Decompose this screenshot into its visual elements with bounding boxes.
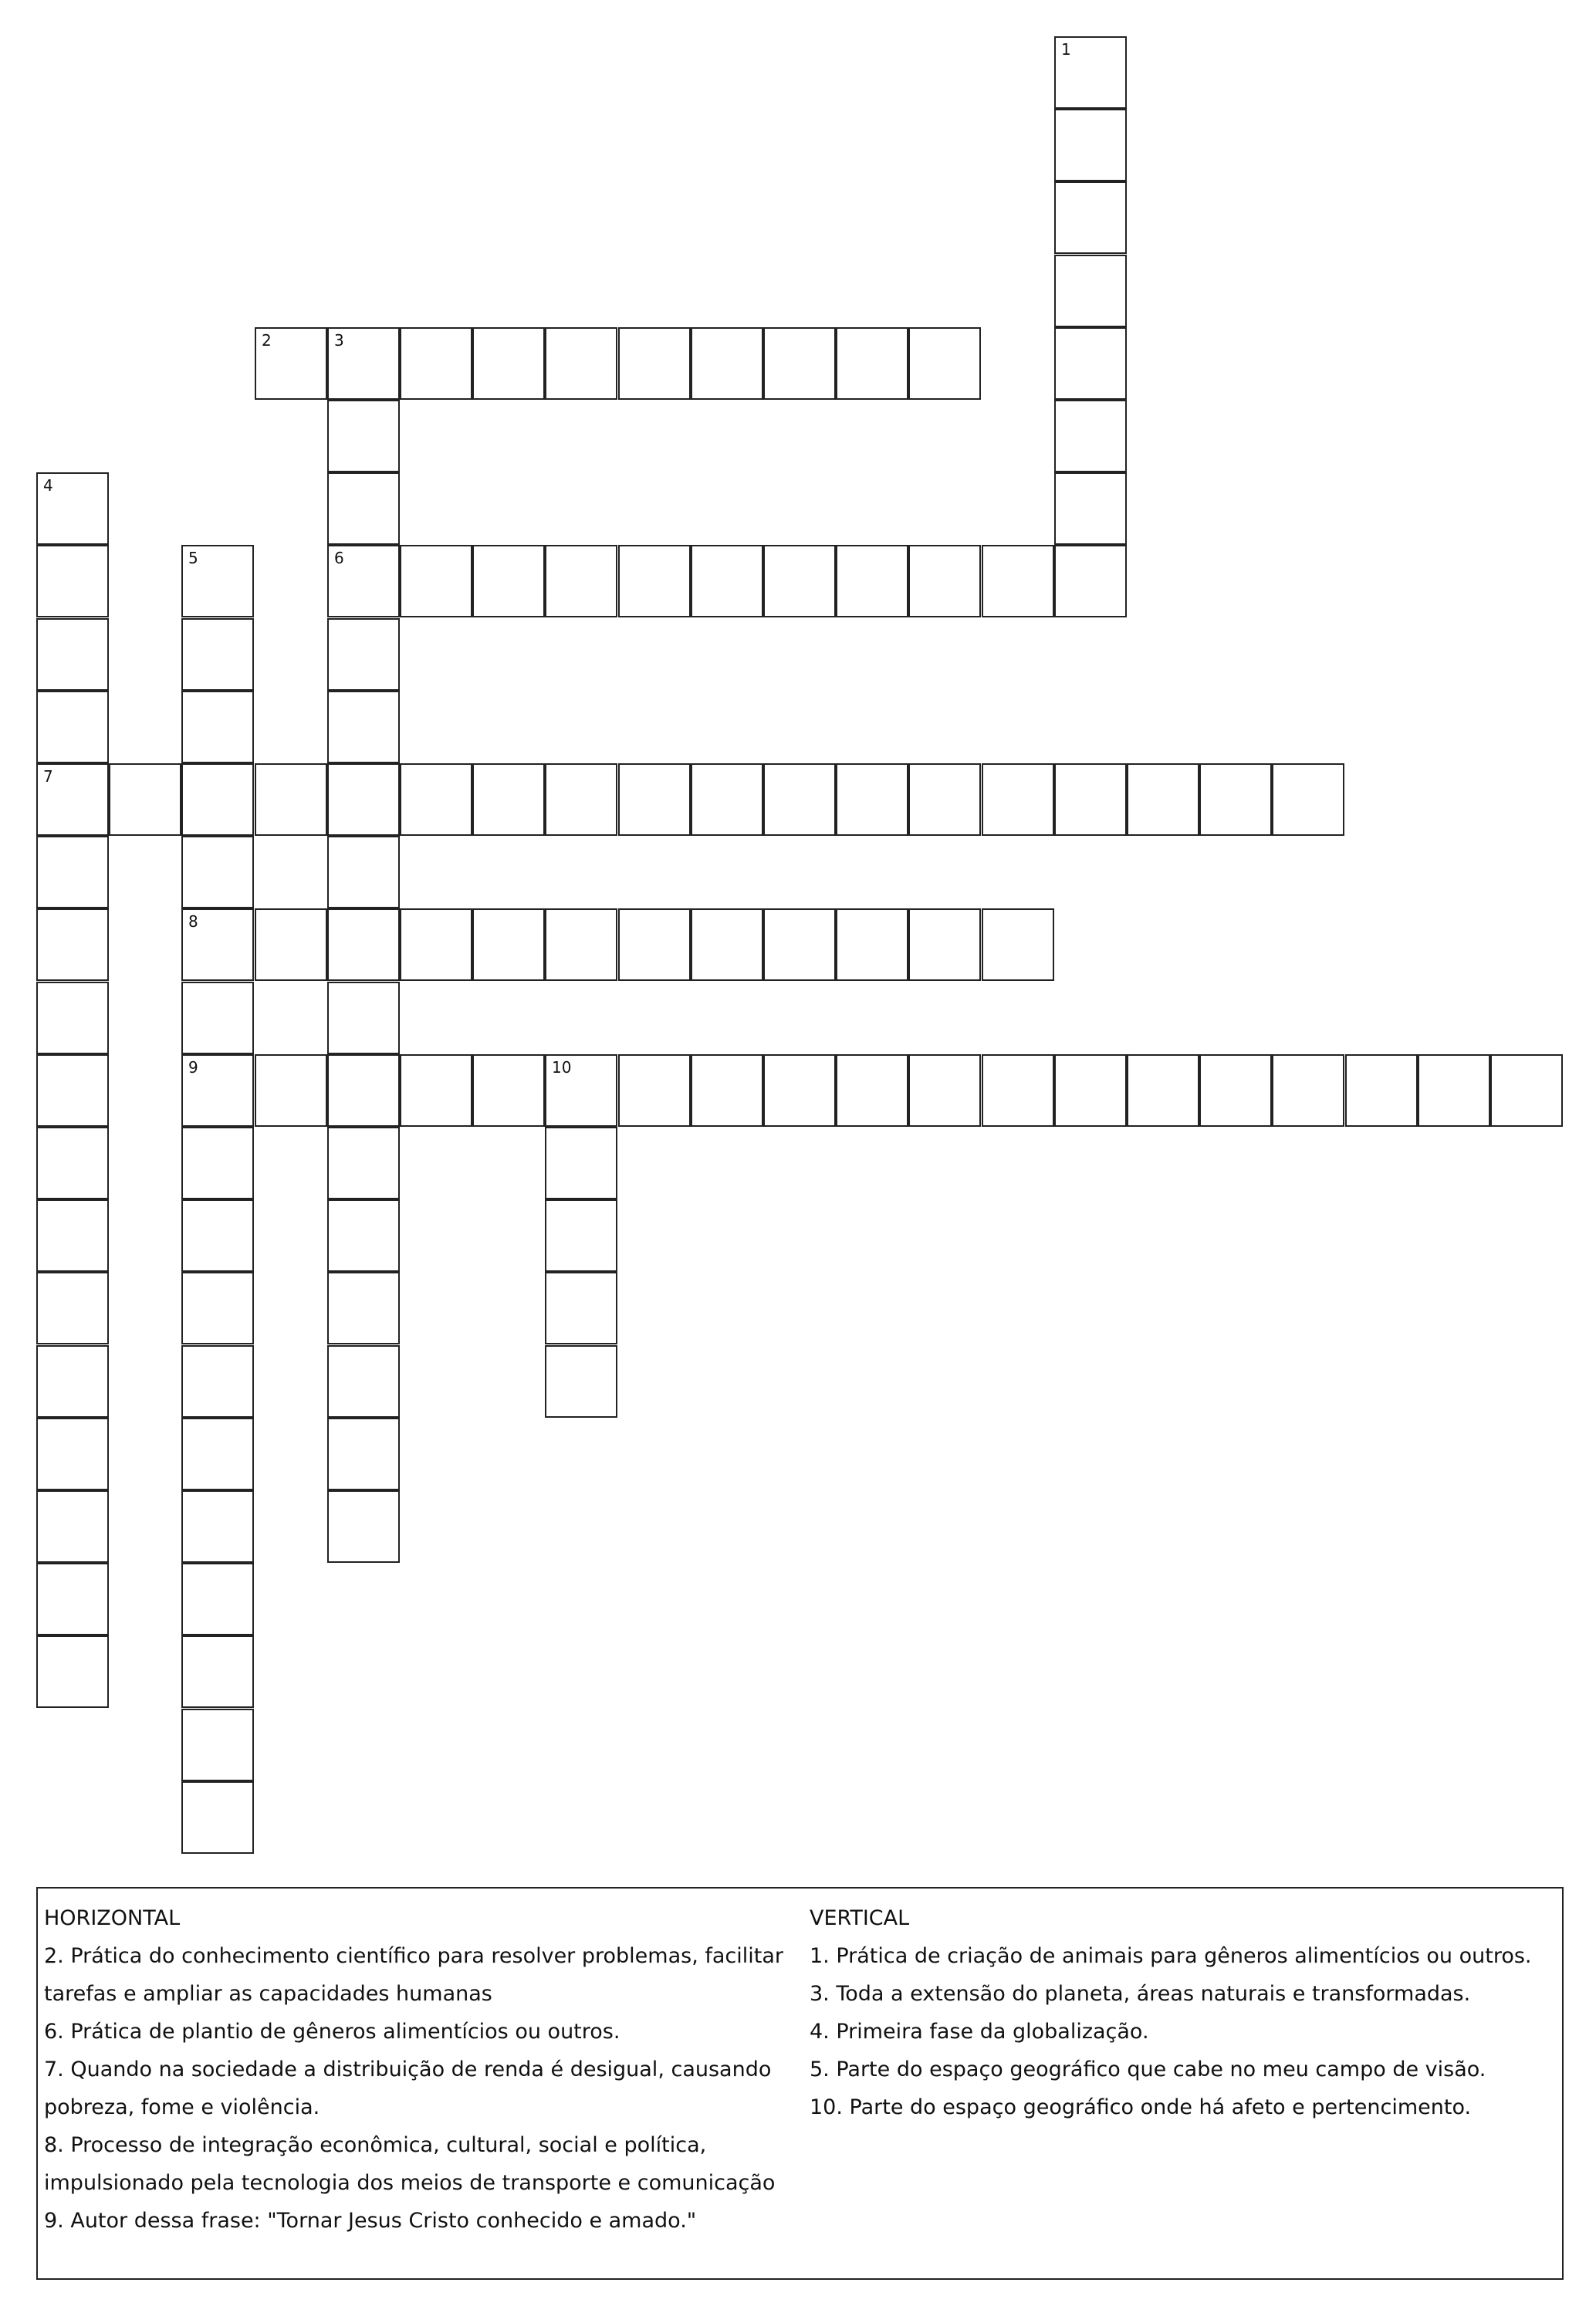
grid-cell[interactable] (327, 1418, 400, 1490)
grid-cell[interactable] (763, 763, 836, 836)
vertical-clues (810, 1899, 1558, 2126)
grid-cell[interactable] (36, 1199, 109, 1272)
clue-vertical-10: 10. Parte do espaço geográfico onde há afeto e pertencimento. (810, 2095, 1472, 2119)
grid-cell[interactable] (181, 908, 254, 981)
grid-cell[interactable] (836, 545, 908, 617)
grid-cell[interactable] (1199, 1054, 1272, 1127)
clue-number: 10 (552, 1058, 572, 1077)
grid-cell[interactable] (1054, 327, 1127, 400)
grid-cell[interactable] (691, 1054, 763, 1127)
grid-cell[interactable] (908, 763, 981, 836)
grid-cell[interactable] (1418, 1054, 1490, 1127)
grid-cell[interactable] (181, 1272, 254, 1344)
grid-cell[interactable] (618, 1054, 691, 1127)
grid-cell[interactable] (472, 545, 545, 617)
grid-cell[interactable] (1054, 36, 1127, 109)
grid-cell[interactable] (836, 763, 908, 836)
grid-cell[interactable] (1054, 763, 1127, 836)
grid-cell[interactable] (181, 763, 254, 836)
grid-cell[interactable] (545, 545, 617, 617)
grid-cell[interactable] (763, 908, 836, 981)
grid-cell[interactable] (545, 1127, 617, 1199)
grid-cell[interactable] (472, 908, 545, 981)
clue-number: 7 (43, 767, 53, 786)
grid-cell[interactable] (181, 1490, 254, 1563)
grid-cell[interactable] (545, 327, 617, 400)
clue-number: 5 (188, 549, 198, 567)
grid-cell[interactable] (618, 763, 691, 836)
grid-cell[interactable] (982, 545, 1054, 617)
grid-cell[interactable] (327, 1345, 400, 1418)
clue-number: 4 (43, 476, 53, 495)
grid-cell[interactable] (472, 763, 545, 836)
grid-cell[interactable] (327, 691, 400, 763)
clue-number: 9 (188, 1058, 198, 1077)
grid-cell[interactable] (327, 1127, 400, 1199)
grid-cell[interactable] (327, 327, 400, 400)
grid-cell[interactable] (181, 691, 254, 763)
grid-cell[interactable] (545, 908, 617, 981)
grid-cell[interactable] (691, 545, 763, 617)
clue-vertical-3: 3. Toda a extensão do planeta, áreas naturais e transformadas. (810, 1982, 1471, 2006)
grid-cell[interactable] (908, 327, 981, 400)
grid-cell[interactable] (36, 982, 109, 1054)
grid-cell[interactable] (181, 1635, 254, 1708)
grid-cell[interactable] (327, 1272, 400, 1344)
grid-cell[interactable] (255, 327, 327, 400)
grid-cell[interactable] (400, 763, 472, 836)
grid-cell[interactable] (36, 1490, 109, 1563)
grid-cell[interactable] (36, 908, 109, 981)
grid-cell[interactable] (36, 1272, 109, 1344)
clue-vertical-5: 5. Parte do espaço geográfico que cabe no meu campo de visão. (810, 2058, 1486, 2081)
grid-cell[interactable] (181, 1199, 254, 1272)
grid-cell[interactable] (545, 1345, 617, 1418)
grid-cell[interactable] (400, 1054, 472, 1127)
grid-cell[interactable] (618, 545, 691, 617)
grid-cell[interactable] (36, 1054, 109, 1127)
grid-cell[interactable] (1054, 400, 1127, 472)
grid-cell[interactable] (618, 327, 691, 400)
grid-cell[interactable] (181, 1563, 254, 1635)
horizontal-clues (44, 1899, 812, 2240)
grid-cell[interactable] (836, 327, 908, 400)
clue-number: 1 (1061, 40, 1071, 59)
grid-cell[interactable] (400, 908, 472, 981)
grid-cell[interactable] (255, 763, 327, 836)
grid-cell[interactable] (36, 618, 109, 691)
grid-cell[interactable] (36, 545, 109, 617)
grid-cell[interactable] (691, 763, 763, 836)
clue-number: 2 (262, 331, 272, 350)
grid-cell[interactable] (982, 1054, 1054, 1127)
clue-number: 8 (188, 912, 198, 931)
grid-cell[interactable] (255, 908, 327, 981)
grid-cell[interactable] (327, 1490, 400, 1563)
grid-cell[interactable] (763, 327, 836, 400)
grid-cell[interactable] (327, 472, 400, 545)
grid-cell[interactable] (400, 327, 472, 400)
grid-cell[interactable] (1054, 1054, 1127, 1127)
grid-cell[interactable] (1054, 545, 1127, 617)
clue-horizontal-6: 6. Prática de plantio de gêneros alimentícios ou outros. (44, 2020, 620, 2044)
grid-cell[interactable] (908, 545, 981, 617)
grid-cell[interactable] (691, 908, 763, 981)
grid-cell[interactable] (36, 1127, 109, 1199)
grid-cell[interactable] (1272, 763, 1344, 836)
grid-cell[interactable] (472, 1054, 545, 1127)
grid-cell[interactable] (1127, 1054, 1199, 1127)
clue-horizontal-7: 7. Quando na sociedade a distribuição de renda é desigual, causando pobreza, fome e violência. (44, 2058, 772, 2119)
grid-cell[interactable] (36, 1563, 109, 1635)
grid-cell[interactable] (181, 982, 254, 1054)
grid-cell[interactable] (545, 1199, 617, 1272)
clue-horizontal-9: 9. Autor dessa frase: "Tornar Jesus Cristo conhecido e amado." (44, 2209, 697, 2233)
clue-horizontal-2: 2. Prática do conhecimento científico para resolver problemas, facilitar tarefas e ampliar as capacidades humanas (44, 1944, 783, 2006)
grid-cell[interactable] (400, 545, 472, 617)
grid-cell[interactable] (982, 908, 1054, 981)
grid-cell[interactable] (763, 1054, 836, 1127)
grid-cell[interactable] (36, 691, 109, 763)
grid-cell[interactable] (255, 1054, 327, 1127)
grid-cell[interactable] (1345, 1054, 1418, 1127)
grid-cell[interactable] (618, 908, 691, 981)
grid-cell[interactable] (36, 836, 109, 908)
vertical-title: VERTICAL (810, 1906, 910, 1930)
clue-number: 6 (334, 549, 344, 567)
grid-cell[interactable] (181, 1418, 254, 1490)
grid-cell[interactable] (327, 1199, 400, 1272)
grid-cell[interactable] (181, 836, 254, 908)
grid-cell[interactable] (327, 1054, 400, 1127)
grid-cell[interactable] (181, 1127, 254, 1199)
grid-cell[interactable] (327, 836, 400, 908)
grid-cell[interactable] (36, 763, 109, 836)
grid-cell[interactable] (1054, 109, 1127, 181)
grid-cell[interactable] (327, 982, 400, 1054)
grid-cell[interactable] (836, 1054, 908, 1127)
grid-cell[interactable] (1054, 472, 1127, 545)
grid-cell[interactable] (181, 1781, 254, 1854)
grid-cell[interactable] (1054, 255, 1127, 327)
grid-cell[interactable] (36, 1345, 109, 1418)
clue-vertical-4: 4. Primeira fase da globalização. (810, 2020, 1149, 2044)
grid-cell[interactable] (1054, 181, 1127, 254)
horizontal-title: HORIZONTAL (44, 1906, 181, 1930)
grid-cell[interactable] (472, 327, 545, 400)
grid-cell[interactable] (1127, 763, 1199, 836)
grid-cell[interactable] (109, 763, 181, 836)
grid-cell[interactable] (1272, 1054, 1344, 1127)
grid-cell[interactable] (545, 763, 617, 836)
grid-cell[interactable] (327, 400, 400, 472)
grid-cell[interactable] (908, 908, 981, 981)
clue-vertical-1: 1. Prática de criação de animais para gêneros alimentícios ou outros. (810, 1944, 1532, 1968)
grid-cell[interactable] (181, 1054, 254, 1127)
grid-cell[interactable] (36, 1418, 109, 1490)
grid-cell[interactable] (908, 1054, 981, 1127)
clues-box (36, 1887, 1564, 2280)
grid-cell[interactable] (1490, 1054, 1563, 1127)
grid-cell[interactable] (36, 1635, 109, 1708)
grid-cell[interactable] (836, 908, 908, 981)
grid-cell[interactable] (1199, 763, 1272, 836)
grid-cell[interactable] (327, 618, 400, 691)
grid-cell[interactable] (982, 763, 1054, 836)
grid-cell[interactable] (763, 545, 836, 617)
grid-cell[interactable] (181, 1709, 254, 1781)
grid-cell[interactable] (327, 763, 400, 836)
grid-cell[interactable] (181, 618, 254, 691)
clue-number: 3 (334, 331, 344, 350)
grid-cell[interactable] (181, 545, 254, 617)
grid-cell[interactable] (691, 327, 763, 400)
grid-cell[interactable] (545, 1054, 617, 1127)
grid-cell[interactable] (36, 472, 109, 545)
grid-cell[interactable] (327, 545, 400, 617)
clue-horizontal-8: 8. Processo de integração econômica, cultural, social e política, impulsionado pela tecnologia dos meios de transporte e comunicação (44, 2133, 776, 2195)
grid-cell[interactable] (327, 908, 400, 981)
grid-cell[interactable] (181, 1345, 254, 1418)
grid-cell[interactable] (545, 1272, 617, 1344)
